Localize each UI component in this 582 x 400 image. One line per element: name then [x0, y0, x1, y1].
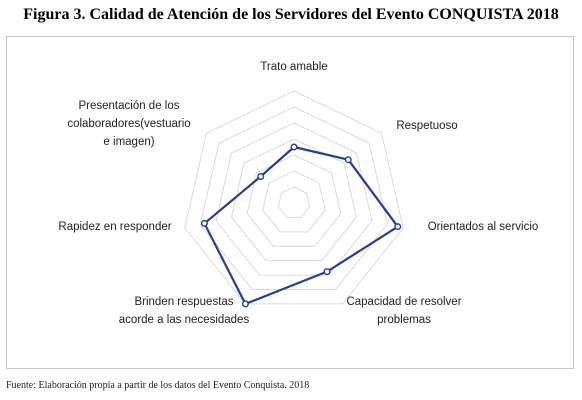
grid-ring-6 [200, 107, 387, 289]
axis-label-1 [260, 61, 327, 73]
axis-label-line: e imagen) [103, 136, 155, 148]
axis-label-line: Orientados al servicio [427, 221, 539, 233]
radar-axis-labels [58, 61, 538, 326]
data-point-5 [243, 301, 249, 307]
data-point-6 [202, 221, 208, 227]
axis-label-4 [346, 296, 461, 326]
radar-chart [7, 37, 573, 368]
axis-label-line: Capacidad de resolver [346, 296, 462, 308]
data-point-1 [291, 144, 297, 150]
radar-grid [185, 91, 403, 304]
axis-label-line: acorde a las necesidades [118, 314, 250, 326]
grid-ring-2 [263, 171, 325, 232]
data-point-2 [345, 157, 351, 163]
axis-label-5 [119, 296, 250, 326]
axis-label-line: Respetuoso [396, 120, 458, 132]
axis-label-line: Rapidez en responder [58, 221, 172, 233]
axis-label-3 [428, 221, 539, 233]
radar-chart-frame [6, 36, 574, 369]
axis-label-line: Brinden respuestas [134, 296, 234, 308]
figure-source: Fuente: Elaboración propia a partir de los datos del Evento Conquista. 2018 [6, 380, 310, 391]
axis-label-2 [396, 120, 457, 132]
axis-label-line: Presentación de los [78, 100, 180, 112]
figure-title: Figura 3. Calidad de Atención de los Servidores del Evento CONQUISTA 2018 [23, 6, 559, 23]
data-point-4 [324, 269, 330, 275]
data-point-3 [395, 224, 401, 230]
axis-label-line: Trato amable [260, 61, 328, 73]
axis-label-6 [58, 221, 171, 233]
axis-label-7 [67, 100, 190, 148]
axis-label-line: colaboradores(vestuario [67, 118, 191, 130]
data-point-7 [258, 174, 264, 180]
grid-ring-3 [247, 155, 341, 246]
axis-label-line: problemas [377, 314, 431, 326]
grid-ring-1 [278, 187, 309, 217]
radar-series [202, 144, 401, 307]
